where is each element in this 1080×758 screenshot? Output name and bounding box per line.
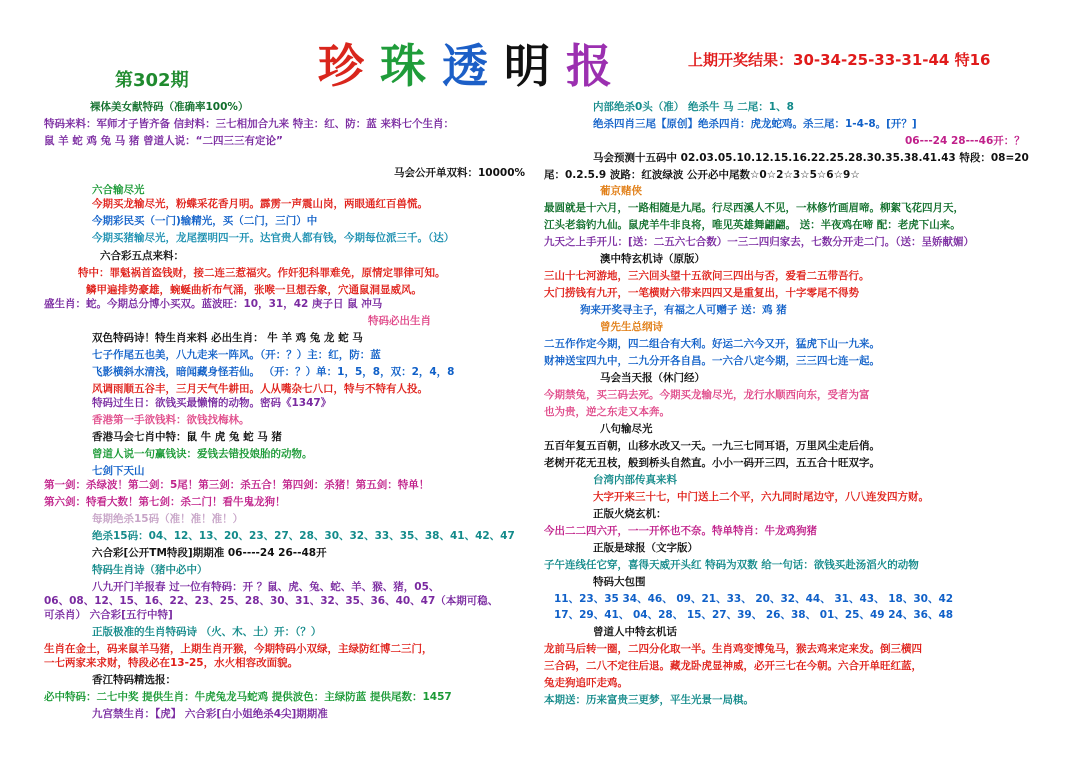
right-text-line: 马会预测十五码中 02.03.05.10.12.15.16.22.25.28.30.35.38.41.43 特段：08=20 — [593, 152, 1029, 164]
left-text-line: 特码来料：军师才子皆齐备 信封料：三七相加合九来 特主：红、防：蓝 来料七个生肖： — [44, 118, 454, 130]
left-text-line: 鳞甲遍排势豪雄，蜿蜒曲析布气涌，张喉一旦想吞象，穴通鼠洞显威风。 — [86, 284, 422, 296]
left-text-line: 风调雨顺五谷丰，三月天气牛耕田。人从嘴杂七八口，特与不特有人投。 — [92, 383, 428, 395]
right-text-line: 二五作作定今期，四二组合有大利。好运二六今又开，猛虎下山一九来。 — [544, 338, 880, 350]
left-text-line: 六合输尽光 — [92, 184, 145, 196]
left-text-line: 绝杀15码：04、12、13、20、23、27、28、30、32、33、35、38、41、42、47 — [92, 530, 515, 542]
left-text-line: 六合彩五点来料： — [100, 250, 184, 262]
right-text-line: 葡京赌侠 — [600, 185, 642, 197]
right-text-line: 财神送宝四九中，二九分开各自昌。一六合八定今期，三三四七连一起。 — [544, 355, 880, 367]
left-text-line: 每期绝杀15码（准！准！准！） — [92, 513, 244, 525]
right-text-line: 马会当天报（休门经） — [600, 372, 705, 384]
right-text-line: 今期禁兔，买三码去死。今期买龙输尽光，龙行水顺西向东，受者为富 — [544, 389, 870, 401]
right-text-line: 11、23、35 34、46、 09、21、33、 20、32、44、 31、43、 18、30、42 — [554, 593, 954, 605]
left-text-line: 九宫禁生肖：【虎】 六合彩[白小姐绝杀4尖]期期准 — [92, 708, 328, 720]
left-text-line: 香港第一手欲钱料：欲钱找梅林。 — [92, 414, 250, 426]
right-text-line: 正版火烧玄机： — [593, 508, 667, 520]
left-text-line: 鼠 羊 蛇 鸡 兔 马 猪 曾道人说：“二四三三有定论” — [44, 135, 283, 147]
left-text-line: 香江特码精选报： — [92, 674, 176, 686]
left-text-line: 可杀肖） 六合彩[五行中特] — [44, 609, 173, 621]
title-char: 报 — [566, 39, 628, 93]
right-text-line: 台湾内部传真来料 — [593, 474, 677, 486]
right-text-line: 特码大包围 — [593, 576, 646, 588]
right-text-line: 三山十七河游地，三六回头望十五欲问三四出与否，爱看二五带吾行。 — [544, 270, 870, 282]
left-text-line: 马会公开单双料：10000% — [394, 167, 526, 179]
right-text-line: 曾道人中特玄机话 — [593, 626, 677, 638]
left-text-line: 生肖在金土，码来鼠羊马猪，上期生肖开猴，今期特码小双绿，主绿防红博二三门， — [44, 643, 433, 655]
right-text-line: 今出二二四六开，一一开怀也不奈。特单特肖：牛龙鸡狗猪 — [544, 525, 817, 537]
left-text-line: 香港马会七肖中特：鼠 牛 虎 兔 蛇 马 猪 — [92, 431, 282, 443]
left-text-line: 特码必出生肖 — [368, 315, 431, 327]
title-char: 珍 — [318, 39, 380, 93]
right-text-line: 大门捞钱有九开，一笔横财六带来四四又是重复出，十字零尾不得势 — [544, 287, 859, 299]
left-text-line: 曾道人说一句赢钱诀：爱钱去错投娘胎的动物。 — [92, 448, 313, 460]
left-text-line: 今期买龙输尽光，粉蝶采花香月明。霹雳一声震山岗，两眼通红百兽慌。 — [92, 198, 428, 210]
left-text-line: 今期买猪输尽光，龙尾摆明四一开。达官贵人都有钱，今期每位派三千。（达） — [92, 232, 455, 244]
left-text-line: 裸体美女献特码（准确率100%） — [90, 101, 249, 113]
title-char: 透 — [442, 39, 504, 93]
newspaper-title — [318, 30, 628, 96]
right-text-line: 九天之上手开儿：[送：二五六七合数）一三二四归家去，七数分开走二门。（送：呈娇献媚） — [544, 236, 975, 248]
left-text-line: 特码生肖诗（猪中必中） — [92, 564, 208, 576]
left-text-line: 一七两家来求财，特段必在13-25，水火相容改面貌。 — [44, 657, 299, 669]
left-text-line: 盛生肖：蛇。今期总分博小买双。蓝波旺：10，31，42 庚子日 鼠 冲马 — [44, 298, 383, 310]
right-text-line: 内部绝杀0头（准） 绝杀牛 马 二尾：1、8 — [593, 101, 794, 113]
right-text-line: 曾先生总纲诗 — [600, 321, 663, 333]
left-text-line: 第六剑：特看大数！第七剑：杀二门！看牛鬼龙狗！ — [44, 496, 286, 508]
right-text-line: 尾：0.2.5.9 波路：红波绿波 公开必中尾数☆0☆2☆3☆5☆6☆9☆ — [544, 169, 860, 181]
right-text-line: 也为贵，逆之东走又本奔。 — [544, 406, 670, 418]
right-text-line: 最圆就是十六月，一路相随是九尾。行尽西溪人不见，一林修竹画眉啼。柳絮飞花四月天， — [544, 202, 964, 214]
title-char: 明 — [504, 39, 566, 93]
left-text-line: 特码过生日：欲钱买最懒惰的动物。密码《1347》 — [92, 397, 332, 409]
right-text-line: 龙前马后转一圈，二四分化取一半。生肖鸡变博兔马，猴去鸡来定来发。倒三横四 — [544, 643, 922, 655]
left-text-line: 七子作尾五也美，八九走来一阵风。（开：？）主：红，防：蓝 — [92, 349, 381, 361]
right-text-line: 澳中特玄机诗（原版） — [600, 253, 705, 265]
left-text-line: 六合彩[公开TM特段]期期准 06----24 26--48开 — [92, 547, 327, 559]
left-text-line: 飞影横斜水清浅，暗闻藏身怪若仙。 （开：？）单：1，5，8，双：2，4，8 — [92, 366, 455, 378]
right-text-line: 老树开花无丑枝，般到桥头自然直。小小一码开三四，五五合十旺双字。 — [544, 457, 880, 469]
previous-results: 上期开奖结果：30-34-25-33-31-44 特16 — [688, 51, 991, 69]
right-text-line: 三合码，二八不定往后退。藏龙卧虎显神威，必开三七在今朝。六合开单旺红蓝， — [544, 660, 922, 672]
title-char: 珠 — [380, 39, 442, 93]
right-text-line: 17、29、41、 04、28、 15、27、39、 26、38、 01、25、49 24、36、48 — [554, 609, 954, 621]
right-text-line: 本期送：历来富贵三更梦，平生光景一局棋。 — [544, 694, 754, 706]
left-text-line: 今期彩民买（一门)输精光，买（二门，三门）中 — [92, 215, 318, 227]
left-text-line: 正版极准的生肖特码诗 （火、木、土）开：（？） — [92, 626, 322, 638]
left-text-line: 七剑下天山 — [92, 465, 145, 477]
right-text-line: 正版是球报（文字版） — [593, 542, 698, 554]
right-text-line: 子午连线任它穿，喜得天威开头红 特码为双数 给一句话：欲钱买赴汤滔火的动物 — [544, 559, 919, 571]
right-text-line: 大字开来三十七，中门送上二个平，六九同时尾边守，八八连发四方财。 — [593, 491, 929, 503]
right-text-line: 五百年复五百朝，山移水改又一天。一九三七同耳语，万里风尘走后俏。 — [544, 440, 880, 452]
right-text-line: 06---24 28---46开：？ — [905, 135, 1025, 147]
left-text-line: 特中：罪魁祸首盗钱财，接二连三惹福灾。作奸犯科罪难免，原情定罪律可知。 — [78, 267, 446, 279]
right-text-line: 兔走狗追吓走鸡。 — [544, 677, 628, 689]
issue-number: 第302期 — [115, 70, 189, 91]
right-text-line: 绝杀四肖三尾【原创】绝杀四肖：虎龙蛇鸡。杀三尾：1-4-8。[开？] — [593, 118, 917, 130]
left-text-line: 第一剑：杀绿波！第二剑：5尾！第三剑：杀五合！第四剑：杀猪！第五剑：特单！ — [44, 479, 430, 491]
right-text-line: 八句输尽光 — [600, 423, 653, 435]
left-text-line: 06、08、12、15、16、22、23、25、28、30、31、32、35、36、40、47（本期可稳、 — [44, 595, 499, 607]
left-text-line: 双色特码诗！特生肖来料 必出生肖： 牛 羊 鸡 兔 龙 蛇 马 — [92, 332, 363, 344]
right-text-line: 狗来开奖寻主子，有福之人可赠子 送：鸡 猪 — [580, 304, 787, 316]
left-text-line: 八九开门羊报春 过一位有特码：开 ？鼠、虎、兔、蛇、羊、猴、猪，05、 — [92, 581, 440, 593]
left-text-line: 必中特码：二七中奖 提供生肖：牛虎兔龙马蛇鸡 提供波色：主绿防蓝 提供尾数：1457 — [44, 691, 452, 703]
right-text-line: 江头老翁钓九仙。鼠虎羊牛非良将，唯见英雄舞翩翩。 送：半夜鸡在啼 配：老虎下山来。 — [544, 219, 961, 231]
